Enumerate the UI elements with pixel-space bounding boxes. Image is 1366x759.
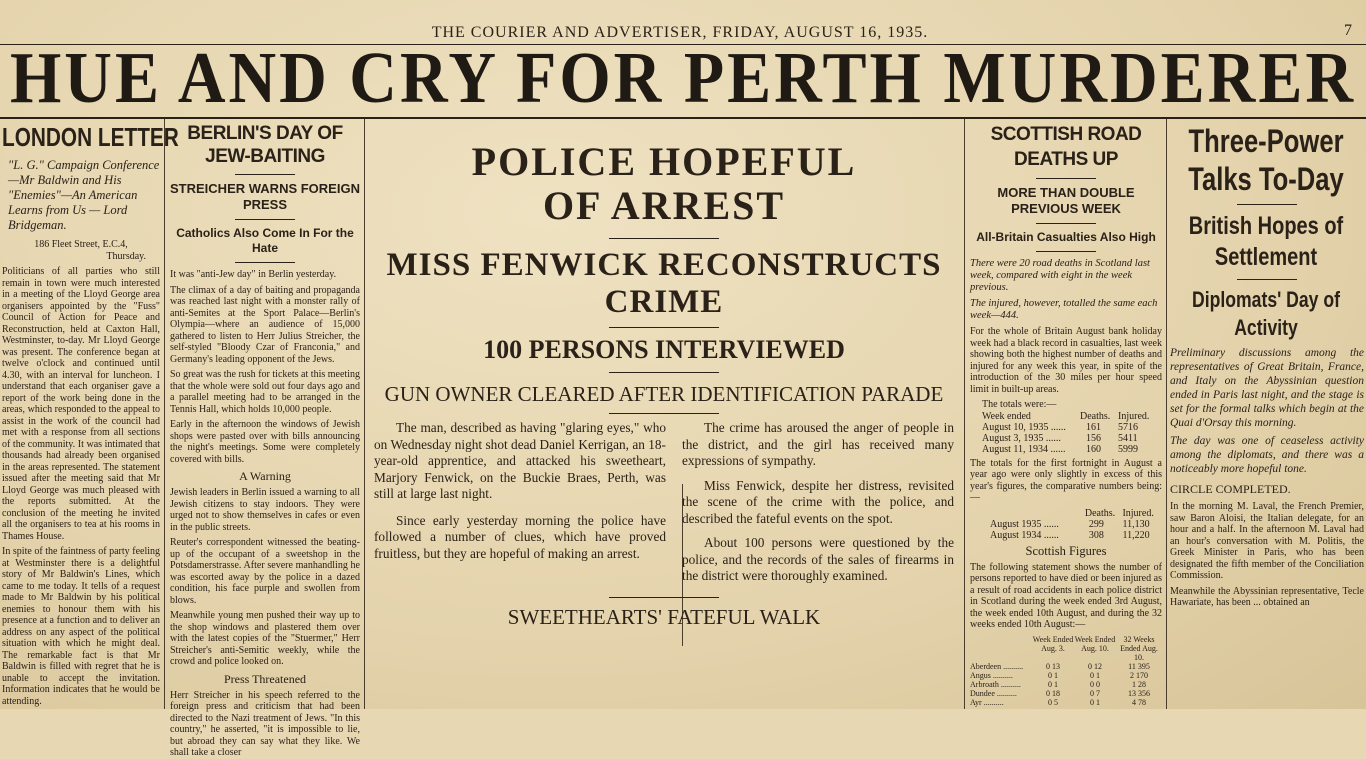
table1-header-cell: Week ended — [982, 410, 1031, 422]
table-cell: August 1935 ...... — [990, 518, 1059, 530]
berlin-warning-head: A Warning — [239, 469, 291, 483]
table-cell: Ayr .......... — [970, 697, 1004, 707]
road-deaths-subhead1: MORE THAN DOUBLE PREVIOUS WEEK — [997, 185, 1135, 216]
main-head-interviewed: 100 PERSONS INTERVIEWED — [483, 335, 845, 364]
table-row — [982, 444, 1162, 455]
three-power-para2: Meanwhile the Abyssinian representative, Tecle Hawariate, has been ... obtained an — [1170, 585, 1364, 608]
berlin-para6: Reuter's correspondent witnessed the beating-up of the occupant of a sweetshop in the Potsdamerstrasse. After severe manhandling he was escorted away by the police in a dazed condition, his face purple and swollen from blows. — [170, 537, 360, 606]
table-cell: 11 395 — [1128, 661, 1150, 671]
three-power-subhead1: British Hopes of Settlement — [1188, 212, 1344, 271]
berlin-para8: Herr Streicher in his speech referred to the foreign press and criticism that had been directed to the Nazi treatment of Jews. "In this country," he asserted, "it is impossible to lie, but abroad they can say what they like. We shall take a closer — [170, 689, 360, 758]
table-cell: 5716 — [1118, 421, 1138, 433]
main-story-col1 — [374, 420, 666, 589]
table-cell: Arbroath .......... — [970, 679, 1021, 689]
table-row — [970, 680, 1162, 689]
road-deaths-para1: For the whole of Britain August bank holiday week had a black record in casualties, last week showing both the highest number of deaths and injured for any week this year, in spite of the introduction of the 30 miles per hour speed limit in built-up areas. — [970, 326, 1162, 395]
table2-header-cell: Injured. — [1122, 507, 1154, 519]
scottish-figures-head: Scottish Figures — [1025, 543, 1107, 558]
page-number: 7 — [1344, 22, 1352, 39]
three-power-heading: Three-Power Talks To-Day — [1188, 123, 1344, 197]
main-story — [368, 122, 960, 709]
main-head-reconstructs: MISS FENWICK RECONSTRUCTS CRIME — [386, 247, 942, 320]
main-col2-para1: The crime has aroused the anger of people in the district, and the girl has received many expressions of sympathy. — [682, 420, 954, 468]
berlin-subhead-catholics: Catholics Also Come In For the Hate — [176, 226, 354, 255]
road-deaths-column — [970, 122, 1162, 709]
london-letter-heading: LONDON LETTER — [2, 122, 179, 152]
road-deaths-intro2: The injured, however, totalled the same each week—444. — [970, 298, 1158, 321]
main-col1-para1: The man, described as having "glaring eyes," who on Wednesday night shot dead Daniel Kerrigan, an 18-year-old apprentice, and attacked his sweetheart, Marjory Fenwick, on the Buckie Braes, Perth, was still at large last night. — [374, 420, 666, 501]
table2-header-cell — [990, 508, 1085, 519]
table-cell: 0 18 — [1046, 688, 1060, 698]
table3-header — [970, 635, 1162, 662]
table-cell: August 3, 1935 ...... — [982, 432, 1061, 444]
table-cell: 308 — [1088, 529, 1104, 541]
table-row — [970, 689, 1162, 698]
banner-headline: HUE AND CRY FOR PERTH MURDERER — [9, 38, 1357, 119]
berlin-column — [170, 122, 360, 758]
london-letter-address: 186 Fleet Street, E.C.4, — [34, 239, 128, 250]
table-cell: 4 78 — [1132, 697, 1146, 707]
table-cell: 0 1 — [1090, 697, 1100, 707]
table3-header-cell: Week Ended Aug. 10. — [1074, 634, 1116, 653]
table1-header — [982, 411, 1162, 422]
table-cell: 11,130 — [1122, 518, 1150, 530]
road-deaths-para3: The following statement shows the number of persons reported to have died or been injured as a result of road accidents in each police district in Scotland during the week ended 3rd August, the week ended 10th August, and during the 32 weeks ended 10th August:— — [970, 561, 1162, 630]
table2-header-cell: Deaths. — [1084, 507, 1116, 519]
circle-completed-head: CIRCLE COMPLETED. — [1170, 482, 1291, 496]
table-cell: August 10, 1935 ...... — [982, 421, 1066, 433]
london-letter-para2: In spite of the faintness of party feeling at Westminster there is a delightful story of Mr Baldwin's Lines, which came to me today. It tells of a request made to Mr Baldwin by his political enemies to honour them with his presence at a function and to deliver an address on any aspect of the political situation with which he might deal. The remarkable fact is that Mr Baldwin is filled with regret that he is unable to accept the invitation. Information indicates that he would be attending. — [2, 546, 160, 707]
three-power-para1: In the morning M. Laval, the French Premier, saw Baron Aloisi, the Italian delegate, for an hour and a half. In the afternoon M. Laval had an hour's conversation with M. Politis, the Greek Minister in Paris, who has been designated the fifth member of the Conciliation Commission. — [1170, 501, 1364, 581]
table-cell: 156 — [1086, 432, 1101, 444]
berlin-para5: Jewish leaders in Berlin issued a warning to all Jewish citizens to stay indoors. They were urged not to show themselves in cafes or even in the public streets. — [170, 487, 360, 533]
table-cell: 0 7 — [1090, 688, 1100, 698]
table-cell: Aberdeen .......... — [970, 661, 1024, 671]
main-col2-para2: Miss Fenwick, despite her distress, revisited the scene of the crime with the police, and described the fateful events on the spot. — [682, 477, 954, 526]
three-power-intro: Preliminary discussions among the representatives of Great Britain, France, and Italy on the Abyssinian question ended in Paris last night, and the stage is set for the formal talks which begin at the Quai d'Orsay this morning. — [1170, 347, 1364, 429]
table-row — [970, 671, 1162, 680]
london-letter-day: Thursday. — [106, 250, 146, 262]
road-deaths-table3 — [970, 635, 1162, 707]
table-row — [982, 422, 1162, 433]
table-cell: 160 — [1086, 443, 1101, 455]
main-story-col2 — [682, 420, 954, 589]
main-head-gun-owner: GUN OWNER CLEARED AFTER IDENTIFICATION PARADE — [384, 382, 944, 406]
three-power-column — [1170, 122, 1364, 709]
table-row — [990, 519, 1162, 530]
main-head-police: POLICE HOPEFUL OF ARREST — [471, 139, 857, 228]
berlin-para4: Early in the afternoon the windows of Jewish shops were pasted over with bills announcing the night's meetings. Some were completely covered with bills. — [170, 419, 360, 465]
berlin-para3: So great was the rush for tickets at this meeting that the whole were sold out four days ago and a parallel meeting had to be arranged in the Tennis Hall, which holds 10,000 people. — [170, 369, 360, 415]
berlin-subhead-press: STREICHER WARNS FOREIGN PRESS — [170, 181, 360, 212]
table-cell: 1 28 — [1132, 679, 1146, 689]
table3-header-cell — [970, 635, 1032, 662]
table3-header-cell: Week Ended Aug. 3. — [1032, 634, 1074, 653]
table-cell: 161 — [1086, 421, 1101, 433]
london-letter-para1: Politicians of all parties who still remain in town were much interested in a meeting of the Lloyd George area organisers appointed by the "Fuss" Council of Action for Peace and Reconstruction, held at Caxton Hall, Westminster, to-day. Mr Lloyd George was present. The conference began at twelve o'clock and continued until 4.30, with an interval for luncheon. I understand that each organiser gave a report of the work being done in the areas, which responded to the appeal to assist in the work of the council had met with a response from all sections of the community. It was intimated that thousands had already been organised in the areas represented. The statement issued after the meeting said that Mr Lloyd George was much pleased with the reports submitted. At the conclusion of the meeting he invited all the organisers to tea at his rooms in Thames House. — [2, 266, 160, 542]
road-deaths-table1 — [970, 411, 1162, 455]
table-cell: Dundee .......... — [970, 688, 1017, 698]
road-deaths-totals-label: The totals were:— — [982, 399, 1057, 410]
table-cell: August 1934 ...... — [990, 529, 1059, 541]
table3-header-cell: 32 Weeks Ended Aug. 10. — [1120, 634, 1158, 662]
table-cell: 11,220 — [1122, 529, 1150, 541]
table-cell: Angus .......... — [970, 670, 1013, 680]
table-cell: 5999 — [1118, 443, 1138, 455]
road-deaths-heading: SCOTTISH ROAD DEATHS UP — [990, 124, 1142, 170]
road-deaths-table2 — [970, 508, 1162, 541]
table1-header-cell: Deaths. — [1080, 410, 1111, 422]
london-letter-column — [2, 122, 179, 709]
table-cell: 0 5 — [1048, 697, 1058, 707]
main-head-fateful-walk: SWEETHEARTS' FATEFUL WALK — [507, 604, 821, 629]
table-row — [970, 662, 1162, 671]
berlin-para1: It was "anti-Jew day" in Berlin yesterday. — [170, 269, 337, 280]
berlin-para2: The climax of a day of baiting and propaganda was reached last night with a monster rally of anti-Semites at the Sport Palace—Berlin's Olympia—where an audience of 15,000 gathered to listen to Herr Julius Streicher, the self-styled "Bloody Czar of Franconia," and Germany's leading opponent of the Jews. — [170, 284, 360, 365]
table1-header-cell: Injured. — [1118, 410, 1150, 422]
three-power-subhead2: Diplomats' Day of Activity — [1192, 287, 1340, 340]
table-cell: 13 356 — [1128, 688, 1150, 698]
table-cell: 0 12 — [1088, 661, 1102, 671]
three-power-intro2: The day was one of ceaseless activity among the diplomats, and there was a noticeably more hopeful tone. — [1170, 435, 1364, 475]
road-deaths-para2: The totals for the first fortnight in August a year ago were only slightly in excess of this year's figures, the comparative numbers being:— — [970, 457, 1162, 503]
table-cell: 299 — [1088, 518, 1104, 530]
table-row — [970, 698, 1162, 707]
road-deaths-subhead2: All-Britain Casualties Also High — [976, 230, 1156, 244]
main-col1-para2: Since early yesterday morning the police have followed a number of clues, which have proved fruitless, but they are hopeful of making an arrest. — [374, 512, 666, 561]
berlin-para7: Meanwhile young men pushed their way up to the shop windows and plastered them over with the latest copies of the "Stuermer," Herr Streicher's anti-Semitic weekly, while the crowd and police looked on. — [170, 610, 360, 667]
table-cell: 0 1 — [1048, 679, 1058, 689]
table-cell: 0 1 — [1048, 670, 1058, 680]
berlin-press-head: Press Threatened — [223, 671, 307, 686]
table2-header — [990, 508, 1162, 519]
masthead-title: THE COURIER AND ADVERTISER, FRIDAY, AUGUST 16, 1935. — [431, 24, 929, 41]
london-letter-subhead: "L. G." Campaign Conference —Mr Baldwin and His "Enemies"—An American Learns from Us — Lord Bridgeman. — [8, 158, 160, 232]
table-row — [982, 433, 1162, 444]
main-col2-para3: About 100 persons were questioned by the police, and the records of the sales of firearms in the district were thoroughly examined. — [682, 535, 954, 583]
road-deaths-intro1: There were 20 road deaths in Scotland last week, compared with eight in the week previous. — [970, 258, 1150, 293]
table-cell: 0 0 — [1090, 679, 1100, 689]
table-cell: 5411 — [1118, 432, 1138, 444]
table-cell: 2 170 — [1130, 670, 1148, 680]
table-row — [990, 530, 1162, 541]
table-cell: August 11, 1934 ...... — [982, 443, 1066, 455]
table-cell: 0 13 — [1046, 661, 1060, 671]
table-cell: 0 1 — [1090, 670, 1100, 680]
berlin-heading: BERLIN'S DAY OF JEW-BAITING — [187, 123, 343, 167]
